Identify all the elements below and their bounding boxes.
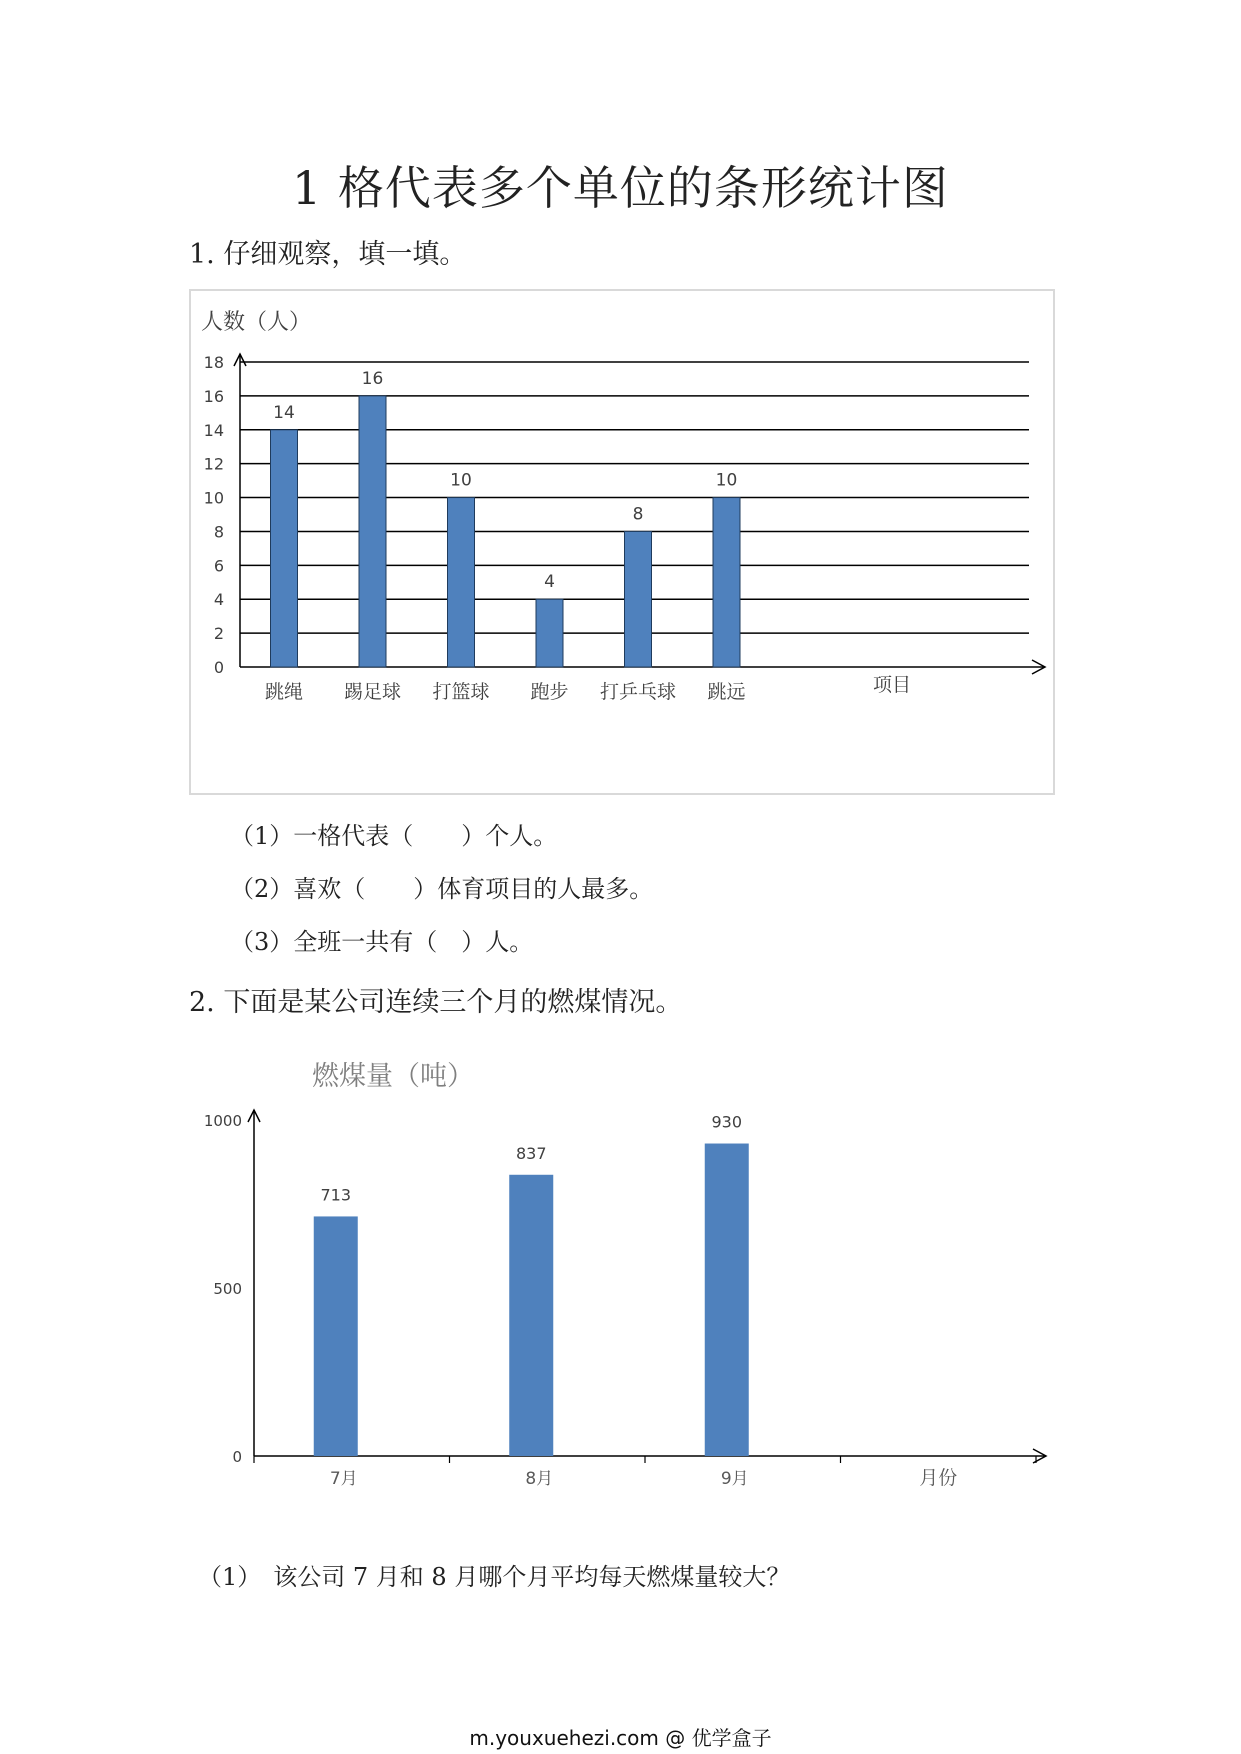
bar [625, 531, 652, 667]
x-tick-label: 8月 [525, 1469, 554, 1489]
y-tick-label: 10 [203, 488, 224, 508]
y-tick-label: 14 [203, 420, 224, 440]
bar [271, 430, 298, 667]
question-1-heading: 1. 仔细观察，填一填。 [189, 239, 467, 270]
chart-1-people-by-sport [189, 289, 1055, 795]
bar [713, 498, 740, 667]
data-label: 8 [632, 504, 644, 525]
x-tick-label: 跑步 [530, 681, 569, 703]
y-tick-label: 500 [213, 1280, 242, 1298]
y-axis-label: 人数（人） [201, 310, 312, 335]
question-1-sub-2: （2）喜欢（ ）体育项目的人最多。 [230, 875, 654, 903]
chart-2-coal-consumption [189, 1045, 1055, 1500]
y-tick-label: 6 [213, 556, 224, 576]
data-label: 713 [320, 1185, 352, 1205]
data-label: 10 [715, 470, 738, 491]
y-tick-label: 1000 [203, 1112, 242, 1130]
question-1-sub-3: （3）全班一共有（ ）人。 [230, 928, 534, 956]
data-label: 4 [544, 572, 555, 593]
bar [359, 396, 386, 667]
x-axis-label: 项目 [872, 674, 912, 696]
y-tick-label: 0 [232, 1448, 242, 1466]
x-tick-label: 跳绳 [264, 681, 304, 703]
bar [705, 1144, 749, 1456]
question-1-sub-1: （1）一格代表（ ）个人。 [230, 822, 558, 850]
x-tick-label: 踢足球 [343, 681, 402, 703]
y-tick-label: 12 [203, 454, 224, 474]
bar [509, 1175, 553, 1456]
data-label: 14 [273, 402, 295, 423]
y-tick-label: 0 [213, 658, 224, 677]
question-2-sub-1: （1） 该公司 7 月和 8 月哪个月平均每天燃煤量较大？ [198, 1563, 791, 1591]
x-tick-label: 跳远 [707, 681, 746, 703]
y-tick-label: 18 [203, 353, 224, 372]
data-label: 10 [450, 470, 472, 491]
data-label: 837 [515, 1143, 547, 1163]
x-axis-label: 月份 [919, 1467, 958, 1489]
footer-watermark: m.youxuehezi.com @ 优学盒子 [469, 1726, 772, 1750]
x-tick-label: 9月 [720, 1469, 749, 1489]
bar [448, 498, 475, 667]
page-title: 1 格代表多个单位的条形统计图 [292, 161, 949, 215]
data-label: 16 [361, 368, 384, 389]
bar [536, 599, 563, 667]
y-tick-label: 16 [203, 386, 224, 406]
bar [314, 1216, 358, 1456]
y-tick-label: 4 [213, 590, 224, 610]
y-axis-label: 燃煤量（吨） [312, 1061, 474, 1092]
y-tick-label: 2 [213, 624, 224, 644]
x-tick-label: 打乒乓球 [599, 681, 677, 703]
x-tick-label: 7月 [329, 1469, 358, 1489]
y-tick-label: 8 [213, 522, 224, 542]
data-label: 930 [711, 1112, 743, 1132]
x-tick-label: 打篮球 [432, 681, 490, 703]
question-2-heading: 2. 下面是某公司连续三个月的燃煤情况。 [189, 987, 683, 1018]
